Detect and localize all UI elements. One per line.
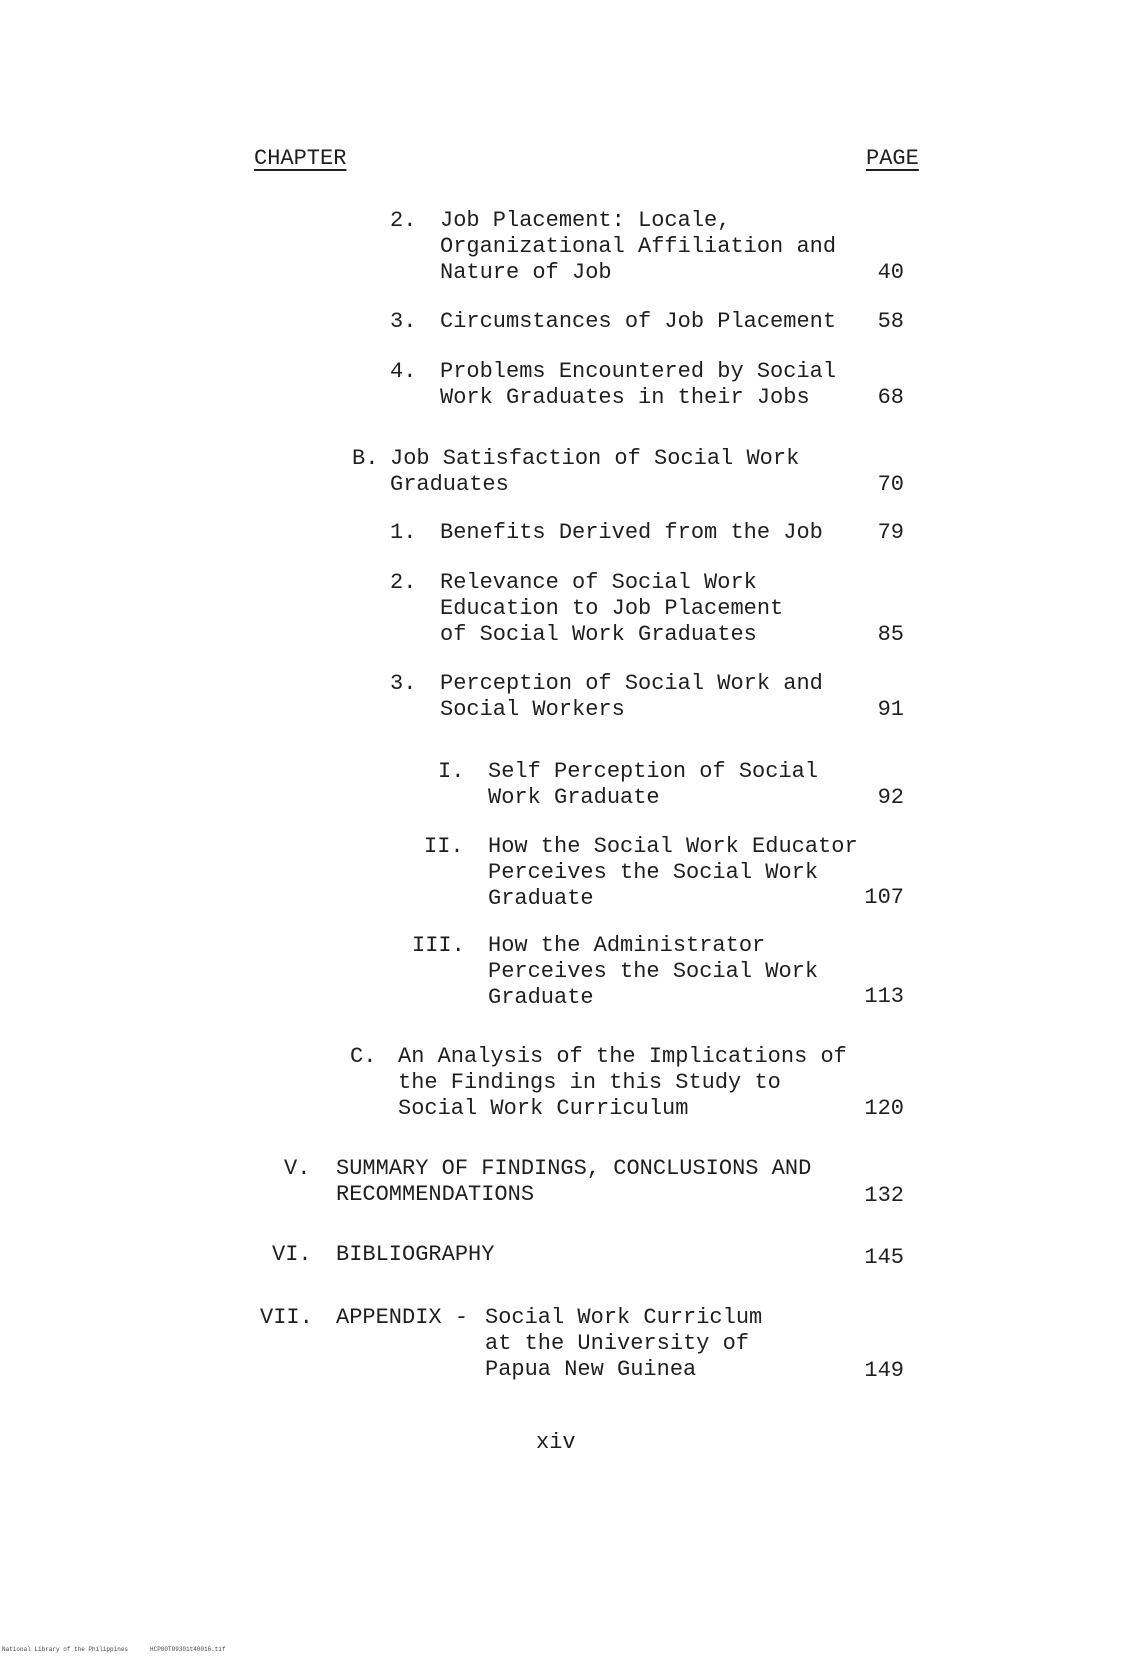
toc-chapter-number: VII. <box>260 1305 313 1330</box>
toc-entry-number: I. <box>438 759 465 784</box>
toc-entry-title: Circumstances of Job Placement <box>440 309 837 334</box>
toc-entry-title: An Analysis of the Implications of the Findings in this Study to Social Work Curriculum <box>398 1044 847 1121</box>
toc-chapter-title: BIBLIOGRAPHY <box>336 1242 495 1267</box>
toc-entry-page: 149 <box>864 1358 904 1383</box>
toc-entry-page: 85 <box>877 622 904 647</box>
toc-chapter-title: SUMMARY OF FINDINGS, CONCLUSIONS AND RECOMMENDATIONS <box>336 1156 812 1207</box>
scan-footer-source: National Library of the Philippines <box>2 1646 129 1653</box>
toc-entry-title: Self Perception of Social Work Graduate <box>488 759 819 810</box>
toc-chapter-number: VI. <box>272 1242 312 1267</box>
toc-entry-page: 92 <box>877 785 904 810</box>
toc-entry-page: 145 <box>864 1245 904 1270</box>
toc-entry-page: 113 <box>864 984 904 1009</box>
toc-entry-page: 132 <box>864 1183 904 1208</box>
toc-entry-number: II. <box>424 834 464 859</box>
toc-entry-title: How the Social Work Educator Perceives the Social Work Graduate <box>488 834 858 911</box>
toc-entry-page: 91 <box>877 697 904 722</box>
toc-entry-number: C. <box>350 1044 377 1069</box>
page-column-header: PAGE <box>866 146 919 171</box>
toc-entry-page: 79 <box>877 520 904 545</box>
toc-entry-number: III. <box>412 933 465 958</box>
toc-entry-page: 70 <box>877 472 904 497</box>
toc-entry-page: 107 <box>864 885 904 910</box>
toc-entry-number: 1. <box>390 520 417 545</box>
toc-entry-page: 40 <box>877 260 904 285</box>
toc-entry-page: 120 <box>864 1096 904 1121</box>
toc-entry-number: B. <box>352 446 379 471</box>
page-number: xiv <box>536 1430 576 1455</box>
toc-entry-title: Job Satisfaction of Social Work Graduates <box>390 446 800 497</box>
toc-entry-title: Relevance of Social Work Education to Job Placement of Social Work Graduates <box>440 570 784 647</box>
toc-entry-number: 3. <box>390 671 417 696</box>
toc-entry-number: 2. <box>390 208 417 233</box>
toc-entry-number: 4. <box>390 359 417 384</box>
toc-chapter-number: V. <box>284 1156 311 1181</box>
toc-entry-number: 2. <box>390 570 417 595</box>
toc-entry-page: 68 <box>877 385 904 410</box>
toc-entry-title: How the Administrator Perceives the Social Work Graduate <box>488 933 819 1010</box>
chapter-column-header: CHAPTER <box>254 146 347 171</box>
toc-entry-title: Benefits Derived from the Job <box>440 520 823 545</box>
toc-entry-title: Job Placement: Locale, Organizational Affiliation and Nature of Job <box>440 208 837 285</box>
toc-chapter-label: APPENDIX - <box>336 1305 469 1330</box>
toc-entry-page: 58 <box>877 309 904 334</box>
scan-footer-filename: HCP00T09301t40016.tif <box>150 1646 226 1653</box>
toc-chapter-title: Social Work Curriclum at the University of Papua New Guinea <box>485 1305 763 1382</box>
toc-entry-number: 3. <box>390 309 417 334</box>
toc-entry-title: Problems Encountered by Social Work Graduates in their Jobs <box>440 359 837 410</box>
toc-entry-title: Perception of Social Work and Social Workers <box>440 671 823 722</box>
